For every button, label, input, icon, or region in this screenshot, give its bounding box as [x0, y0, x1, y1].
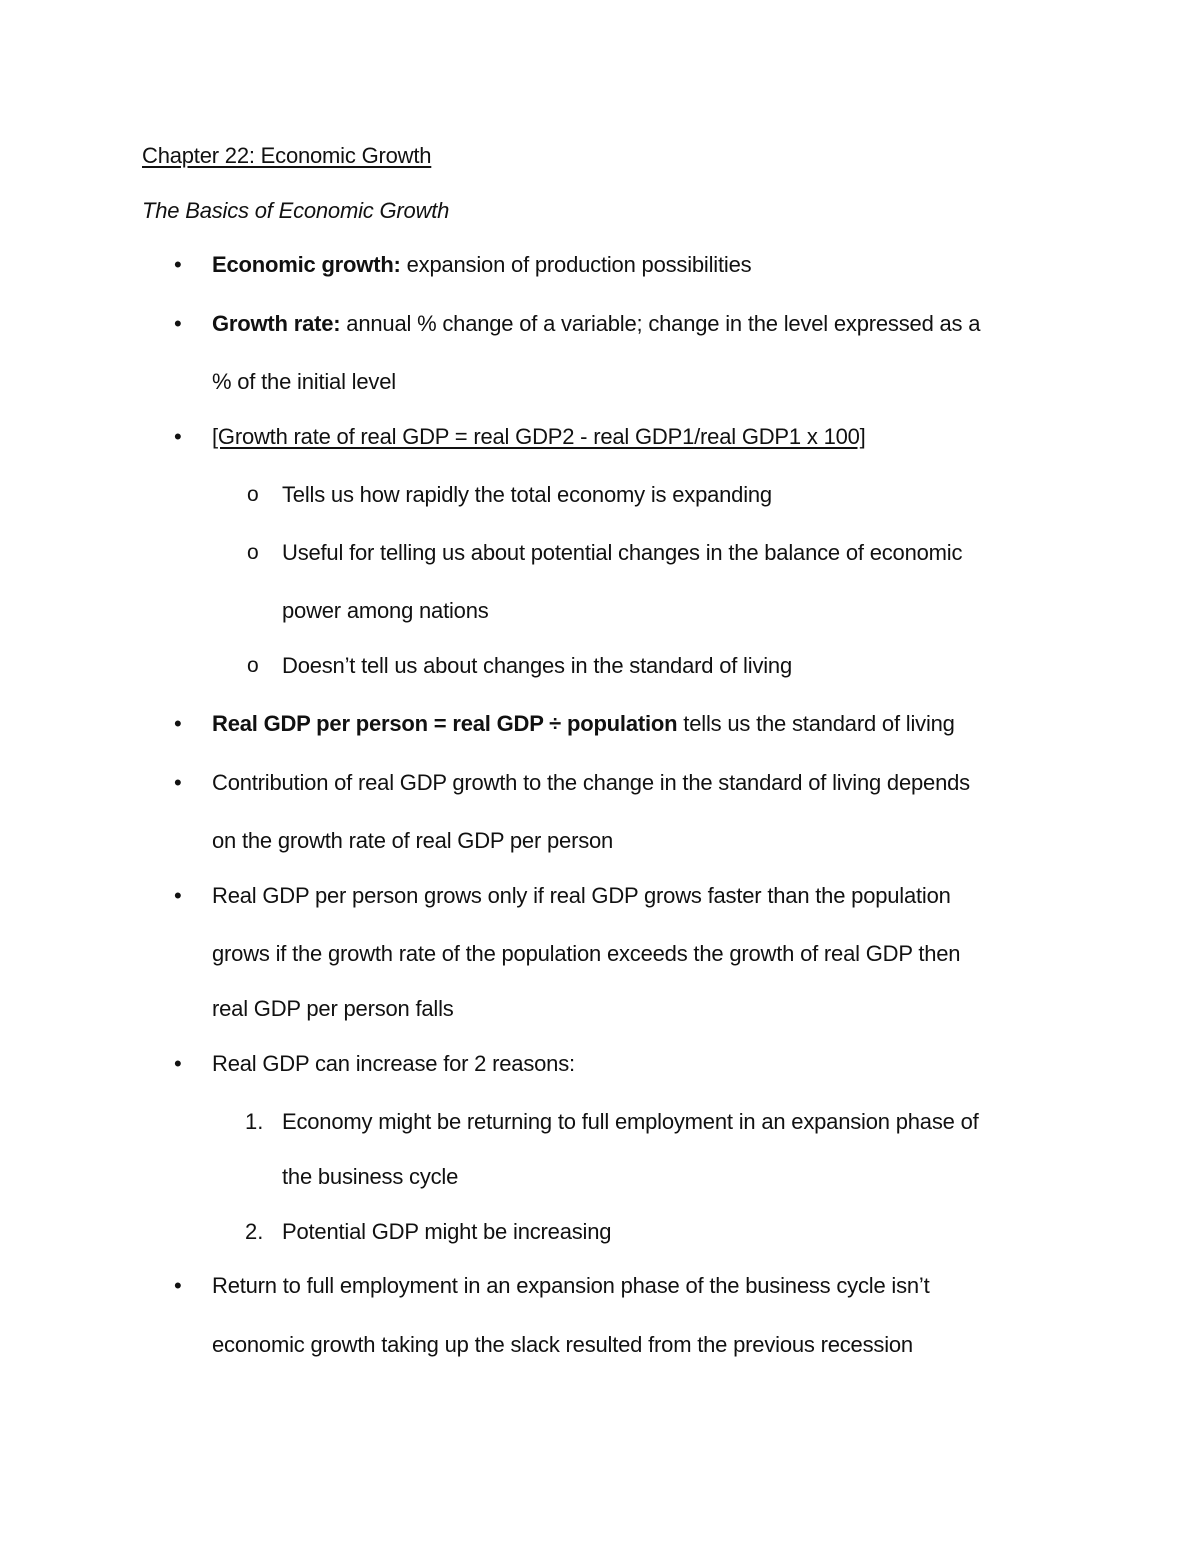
bullet-icon: • [174, 311, 182, 336]
sub-item-continuation: power among nations [282, 598, 489, 623]
definition-text: tells us the standard of living [677, 711, 955, 736]
definition-text: annual % change of a variable; change in the level expressed as a [340, 311, 981, 336]
circle-bullet-icon: o [247, 541, 259, 564]
term-label: Growth rate: [212, 311, 341, 336]
list-number: 2. [245, 1219, 264, 1244]
section-subtitle: The Basics of Economic Growth [142, 198, 450, 223]
bullet-icon: • [174, 883, 182, 908]
list-item-reasons: Real GDP can increase for 2 reasons: [212, 1051, 575, 1076]
bullet-icon: • [174, 711, 182, 736]
list-item-continuation: on the growth rate of real GDP per person [212, 828, 614, 853]
sub-item-doesnt: Doesn’t tell us about changes in the standard of living [282, 653, 792, 678]
term-label: Economic growth: [212, 252, 401, 277]
term-label: Real GDP per person = real GDP ÷ population [212, 711, 678, 736]
bullet-icon: • [174, 424, 182, 449]
formula-text: [Growth rate of real GDP = real GDP2 - real GDP1/real GDP1 x 100] [212, 424, 866, 449]
list-item-grows-only: Real GDP per person grows only if real GDP grows faster than the population [212, 883, 951, 908]
list-item-continuation: % of the initial level [212, 369, 396, 394]
list-item-return: Return to full employment in an expansion phase of the business cycle isn’t [212, 1273, 930, 1298]
list-item-continuation: grows if the growth rate of the population exceeds the growth of real GDP then [212, 941, 961, 966]
numbered-item-reason2: Potential GDP might be increasing [282, 1219, 612, 1244]
list-item-continuation: economic growth taking up the slack resulted from the previous recession [212, 1332, 913, 1357]
list-item-contribution: Contribution of real GDP growth to the change in the standard of living depends [212, 770, 970, 795]
sub-item-tells: Tells us how rapidly the total economy is expanding [282, 482, 772, 507]
bullet-icon: • [174, 770, 182, 795]
circle-bullet-icon: o [247, 483, 259, 506]
bullet-icon: • [174, 1051, 182, 1076]
list-item-per-person [212, 709, 955, 739]
definition-text: expansion of production possibilities [400, 252, 752, 277]
bullet-icon: • [174, 252, 182, 277]
sub-item-useful: Useful for telling us about potential changes in the balance of economic [282, 540, 963, 565]
numbered-item-continuation: the business cycle [282, 1164, 459, 1189]
page-title: Chapter 22: Economic Growth [142, 143, 432, 168]
list-item-economic-growth [212, 250, 751, 280]
list-number: 1. [245, 1109, 264, 1134]
numbered-item-reason1: Economy might be returning to full employment in an expansion phase of [282, 1109, 979, 1134]
list-item-growth-rate [212, 309, 980, 339]
bullet-icon: • [174, 1273, 182, 1298]
list-item-continuation: real GDP per person falls [212, 996, 454, 1021]
circle-bullet-icon: o [247, 654, 259, 677]
